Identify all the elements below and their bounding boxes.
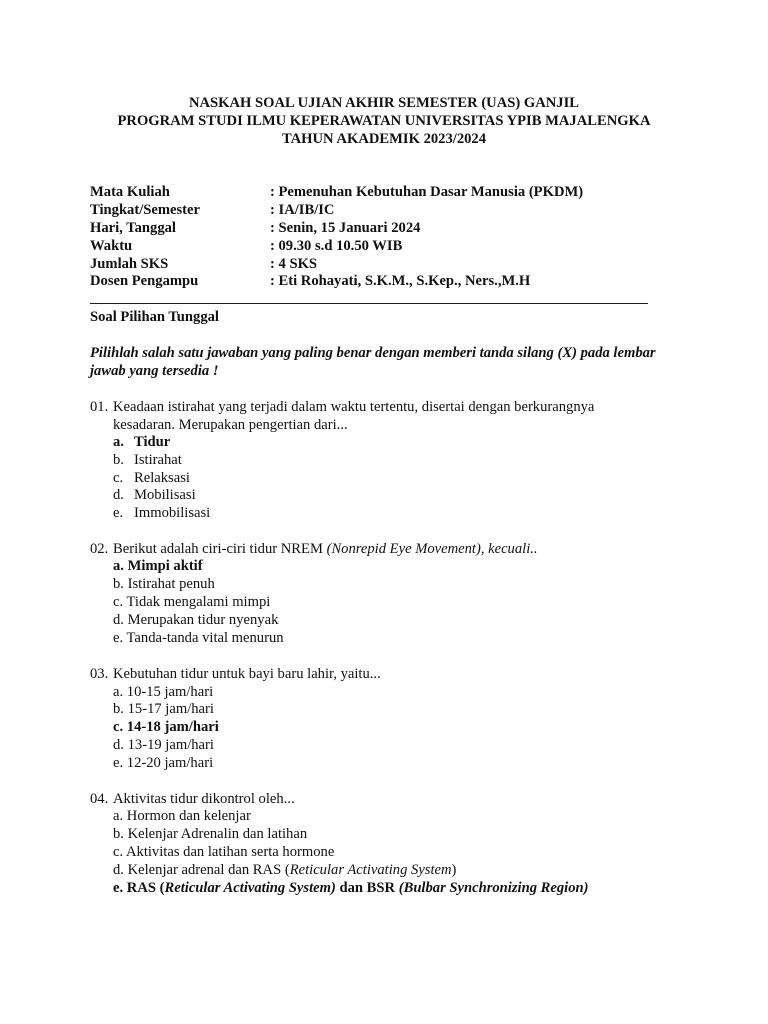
option-text: Mobilisasi: [134, 487, 196, 503]
option-2e[interactable]: [113, 629, 284, 647]
info-value-time: : 09.30 s.d 10.50 WIB: [270, 238, 403, 254]
option-letter: e.: [113, 880, 124, 896]
option-1b[interactable]: [113, 451, 182, 469]
info-label-lecturer: Dosen Pengampu: [90, 273, 199, 289]
option-text-italic-2: (Bulbar Synchronizing Region): [398, 880, 589, 896]
question-text: [90, 665, 700, 683]
option-letter: e.: [113, 505, 124, 521]
option-2c[interactable]: [113, 593, 270, 611]
option-text: Hormon dan kelenjar: [126, 808, 251, 824]
question-text-main: Berikut adalah ciri-ciri tidur NREM: [113, 541, 327, 557]
option-text: 13-19 jam/hari: [127, 737, 214, 753]
option-text: 14-18 jam/hari: [126, 719, 219, 735]
option-text: Aktivitas dan latihan serta hormone: [125, 844, 335, 860]
divider-line: [90, 303, 648, 304]
option-4c[interactable]: [113, 843, 334, 861]
option-letter: d.: [113, 737, 124, 753]
option-text: Merupakan tidur nyenyak: [127, 612, 279, 628]
option-letter: a.: [113, 434, 124, 450]
question-text-line2: kesadaran. Merupakan pengertian dari...: [113, 417, 348, 433]
option-letter: d.: [113, 862, 124, 878]
option-text: Relaksasi: [134, 470, 190, 486]
info-value-date: : Senin, 15 Januari 2024: [270, 220, 421, 236]
option-text: Tanda-tanda vital menurun: [126, 630, 284, 646]
option-4d[interactable]: [113, 861, 456, 879]
header-program: PROGRAM STUDI ILMU KEPERAWATAN UNIVERSITAS YPIB MAJALENGKA: [117, 113, 651, 129]
option-text-italic: Reticular Activating System): [164, 880, 336, 896]
question-text: [90, 398, 700, 416]
option-letter: c.: [113, 470, 124, 486]
question-number: 02.: [90, 541, 109, 557]
option-4e[interactable]: [113, 879, 589, 897]
info-label-credits: Jumlah SKS: [90, 256, 169, 272]
option-text: 15-17 jam/hari: [127, 701, 214, 717]
question-text-italic: (Nonrepid Eye Movement), kecuali..: [326, 541, 538, 557]
option-letter: e.: [113, 630, 124, 646]
option-text: Kelenjar adrenal dan RAS (: [127, 862, 290, 878]
option-text: Istirahat penuh: [127, 576, 215, 592]
info-value-level: : IA/IB/IC: [270, 202, 335, 218]
option-letter: a.: [113, 558, 124, 574]
option-1a[interactable]: [113, 433, 170, 451]
question-01: [90, 398, 700, 434]
header-year: TAHUN AKADEMIK 2023/2024: [281, 131, 487, 147]
info-label-course: Mata Kuliah: [90, 184, 170, 200]
question-text: [90, 790, 700, 808]
option-4b[interactable]: [113, 825, 307, 843]
section-title: Soal Pilihan Tunggal: [90, 309, 219, 325]
option-letter: c.: [113, 844, 124, 860]
option-letter: a.: [113, 684, 124, 700]
question-number: 01.: [90, 399, 109, 415]
option-4a[interactable]: [113, 807, 251, 825]
option-letter: b.: [113, 826, 124, 842]
option-letter: b.: [113, 701, 124, 717]
option-letter: c.: [113, 594, 124, 610]
info-label-level: Tingkat/Semester: [90, 202, 200, 218]
option-letter: a.: [113, 808, 124, 824]
info-value-lecturer: : Eti Rohayati, S.K.M., S.Kep., Ners.,M.H: [270, 273, 531, 289]
option-text: 10-15 jam/hari: [126, 684, 214, 700]
option-text: 12-20 jam/hari: [126, 755, 214, 771]
option-3c[interactable]: [113, 718, 219, 736]
option-3e[interactable]: [113, 754, 213, 772]
option-1d[interactable]: [113, 486, 196, 504]
info-label-date: Hari, Tanggal: [90, 220, 176, 236]
option-text-tail: ): [451, 862, 457, 878]
instruction-text: Pilihlah salah satu jawaban yang paling benar dengan memberi tanda silang (X) pada lembar jawab yang tersedia !: [90, 345, 656, 379]
option-text-italic: Reticular Activating System: [289, 862, 452, 878]
option-text: RAS (: [126, 880, 165, 896]
info-label-time: Waktu: [90, 238, 133, 254]
option-text: Tidak mengalami mimpi: [126, 594, 271, 610]
info-value-credits: : 4 SKS: [270, 256, 318, 272]
info-value-course: : Pemenuhan Kebutuhan Dasar Manusia (PKDM): [270, 184, 584, 200]
option-2d[interactable]: [113, 611, 278, 629]
question-number: 03.: [90, 666, 109, 682]
question-text-body: Kebutuhan tidur untuk bayi baru lahir, yaitu...: [113, 666, 381, 682]
option-3b[interactable]: [113, 700, 214, 718]
option-letter: d.: [113, 487, 124, 503]
option-text: Istirahat: [134, 452, 182, 468]
question-number: 04.: [90, 791, 109, 807]
option-3a[interactable]: [113, 683, 213, 701]
option-text: Immobilisasi: [134, 505, 211, 521]
question-03: [90, 665, 700, 683]
option-text-mid: dan BSR: [335, 880, 399, 896]
question-text-body: Aktivitas tidur dikontrol oleh...: [113, 791, 295, 807]
header-title: NASKAH SOAL UJIAN AKHIR SEMESTER (UAS) GANJIL: [188, 95, 580, 111]
option-letter: d.: [113, 612, 124, 628]
option-text: Mimpi aktif: [127, 558, 203, 574]
option-letter: c.: [113, 719, 124, 735]
question-text-line1: Keadaan istirahat yang terjadi dalam waktu tertentu, disertai dengan berkurangnya: [113, 399, 595, 415]
option-letter: b.: [113, 576, 124, 592]
option-text: Tidur: [134, 434, 171, 450]
option-2b[interactable]: [113, 575, 215, 593]
question-text: [90, 540, 700, 558]
option-letter: b.: [113, 452, 124, 468]
question-02: [90, 540, 700, 558]
option-2a[interactable]: [113, 557, 203, 575]
option-text: Kelenjar Adrenalin dan latihan: [127, 826, 308, 842]
option-3d[interactable]: [113, 736, 214, 754]
option-1e[interactable]: [113, 504, 210, 522]
option-1c[interactable]: [113, 469, 190, 487]
question-04: [90, 790, 700, 808]
option-letter: e.: [113, 755, 124, 771]
